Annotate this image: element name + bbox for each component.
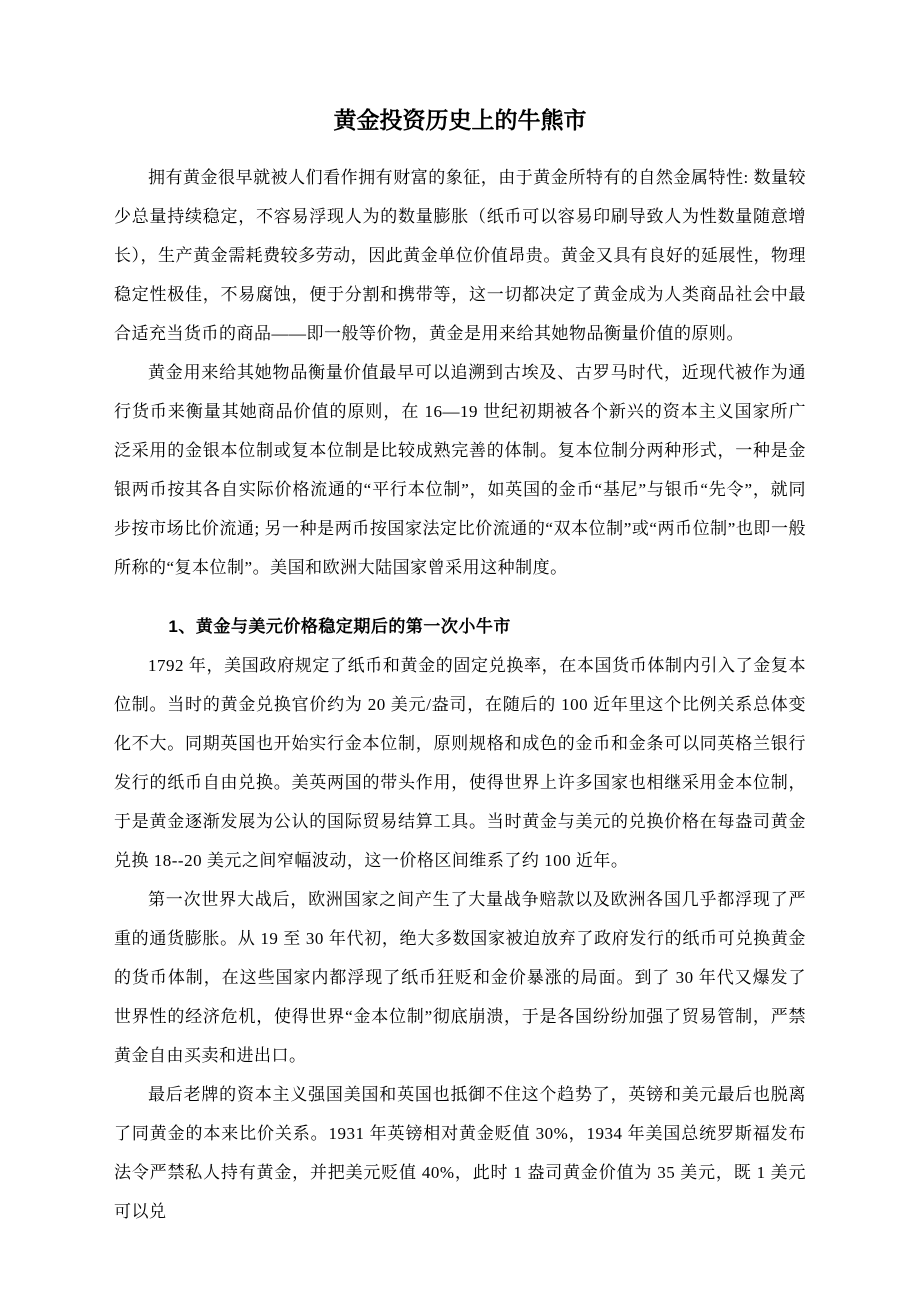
intro-paragraph-1: 拥有黄金很早就被人们看作拥有财富的象征，由于黄金所特有的自然金属特性: 数量较少总量持续稳定，不容易浮现人为的数量膨胀（纸币可以容易印刷导致人为性数量随意增长），生产黄金需耗费较多劳动，因此黄金单位价值昂贵。黄金又具有良好的延展性，物理稳定性极佳，不易腐蚀，便于分割和携带等，这一切都决定了黄金成为人类商品社会中最合适充当货币的商品——即一般等价物，黄金是用来给其她物品衡量价值的原则。: [114, 168, 806, 344]
document-title: 黄金投资历史上的牛熊市: [333, 107, 587, 133]
section-1-paragraph-3: 最后老牌的资本主义强国美国和英国也抵御不住这个趋势了，英镑和美元最后也脱离了同黄金的本来比价关系。1931 年英镑相对黄金贬值 30%，1934 年美国总统罗斯福发布法令严禁私人持有黄金，并把美元贬值 40%，此时 1 盎司黄金价值为 35 美元，既 1 美元可以兑: [114, 1085, 806, 1222]
section-1-paragraph-2: 第一次世界大战后，欧洲国家之间产生了大量战争赔款以及欧洲各国几乎都浮现了严重的通货膨胀。从 19 至 30 年代初，绝大多数国家被迫放弃了政府发行的纸币可兑换黄金的货币体制，在这些国家内都浮现了纸币狂贬和金价暴涨的局面。到了 30 年代又爆发了世界性的经济危机，使得世界“金本位制”彻底崩溃，于是各国纷纷加强了贸易管制，严禁黄金自由买卖和进出口。: [114, 890, 806, 1066]
section-1-paragraph-1: 1792 年，美国政府规定了纸币和黄金的固定兑换率，在本国货币体制内引入了金复本位制。当时的黄金兑换官价约为 20 美元/盎司，在随后的 100 近年里这个比例关系总体变化不大。同期英国也开始实行金本位制，原则规格和成色的金币和金条可以同英格兰银行发行的纸币自由兑换。美英两国的带头作用，使得世界上许多国家也相继采用金本位制，于是黄金逐渐发展为公认的国际贸易结算工具。当时黄金与美元的兑换价格在每盎司黄金兑换 18--20 美元之间窄幅波动，这一价格区间维系了约 100 近年。: [114, 656, 806, 871]
section-1-heading: 1、黄金与美元价格稳定期后的第一次小牛市: [168, 617, 511, 637]
intro-paragraph-2: 黄金用来给其她物品衡量价值最早可以追溯到古埃及、古罗马时代，近现代被作为通行货币来衡量其她商品价值的原则，在 16—19 世纪初期被各个新兴的资本主义国家所广泛采用的金银本位制或复本位制是比较成熟完善的体制。复本位制分两种形式，一种是金银两币按其各自实际价格流通的“平行本位制”，如英国的金币“基尼”与银币“先令”，就同步按市场比价流通; 另一种是两币按国家法定比价流通的“双本位制”或“两币位制”也即一般所称的“复本位制”。美国和欧洲大陆国家曾采用这种制度。: [114, 363, 806, 578]
